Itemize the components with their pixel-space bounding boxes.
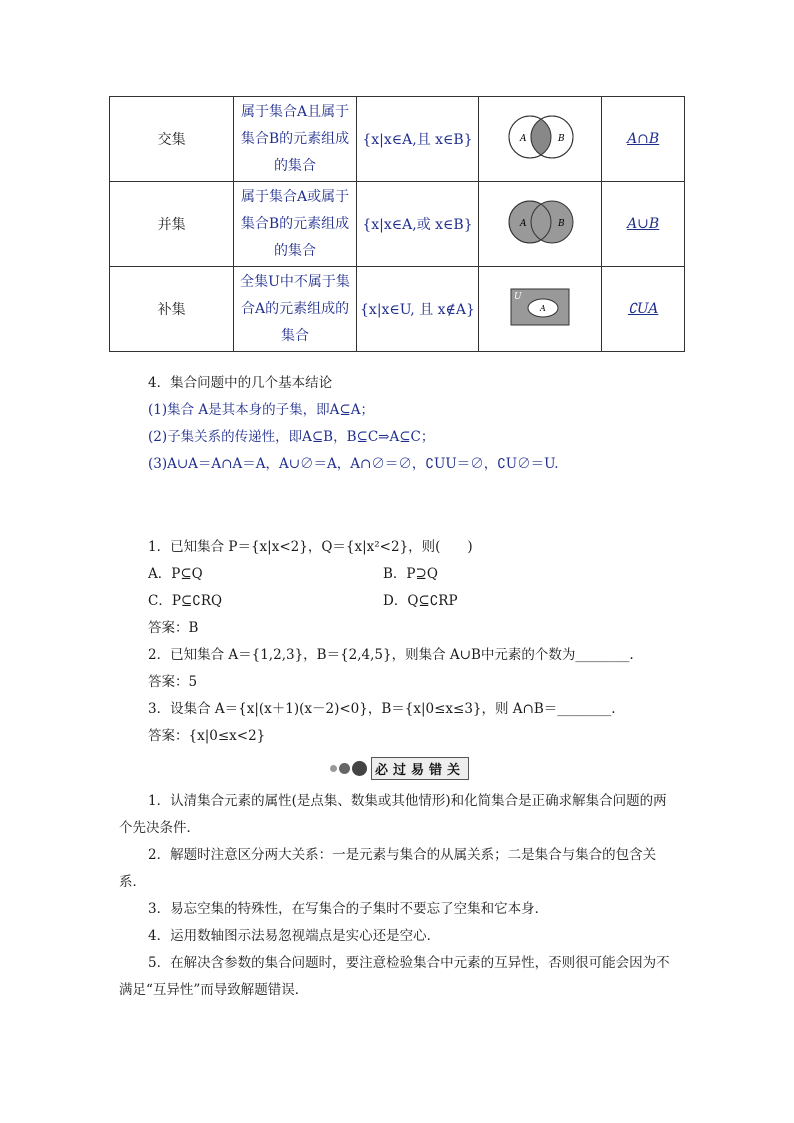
exercise-answer: 答案：{x|0≤x<2}: [148, 728, 266, 744]
exercise-question: 3．设集合 A＝{x|(x＋1)(x－2)<0}，B＝{x|0≤x≤3}，则 A∩B＝________.: [148, 701, 616, 717]
exercise-option: D．Q⊆∁RP: [383, 593, 458, 609]
operation-description: 全集U中不属于集 合A的元素组成的 集合: [234, 267, 356, 352]
venn-diagram-union: [479, 182, 602, 267]
banner-dot-icon: [339, 763, 350, 774]
pitfall-item: 2．解题时注意区分两大关系：一是元素与集合的从属关系；二是集合与集合的包含关系．: [119, 847, 657, 890]
venn-label-b: B: [558, 134, 565, 144]
set-operations-table: [109, 96, 685, 352]
venn-label-a: A: [540, 304, 547, 313]
pitfall-item: 4．运用数轴图示法易忽视端点是实心还是空心．: [148, 928, 441, 944]
operation-symbol: ∁UA: [602, 267, 685, 352]
venn-diagram-complement: [479, 267, 602, 352]
operation-name: 并集: [110, 182, 234, 267]
venn-label-a: A: [520, 134, 527, 144]
operation-symbol: A∩B: [602, 97, 685, 182]
exercise-answer: 答案：5: [148, 674, 198, 690]
pitfall-item: 3．易忘空集的特殊性，在写集合的子集时不要忘了空集和它本身．: [148, 901, 549, 917]
conclusion-item: (3)A∪A＝A∩A＝A，A∪∅＝A，A∩∅＝∅，∁UU＝∅，∁U∅＝U.: [148, 456, 559, 472]
table-row: [110, 97, 685, 182]
exercise-option: A．P⊆Q: [148, 566, 203, 582]
conclusion-item: (1)集合 A是其本身的子集，即A⊆A；: [148, 402, 374, 418]
venn-diagram-intersection: [479, 97, 602, 182]
venn-label-a: A: [520, 219, 527, 229]
banner-dot-icon: [330, 765, 337, 772]
section-banner: [330, 757, 469, 779]
exercise-option: C．P⊆∁RQ: [148, 593, 223, 609]
exercise-question: 1．已知集合 P＝{x|x<2}，Q＝{x|x²<2}，则( ): [148, 539, 473, 555]
banner-dot-icon: [352, 761, 367, 776]
operation-description: 属于集合A或属于 集合B的元素组成 的集合: [234, 182, 356, 267]
table-row: [110, 267, 685, 352]
set-builder-expression: {x|x∈A,且 x∈B}: [356, 97, 479, 182]
conclusion-item: (2)子集关系的传递性，即A⊆B，B⊆C⇒A⊆C；: [148, 429, 435, 445]
pitfall-item: 1．认清集合元素的属性(是点集、数集或其他情形)和化简集合是正确求解集合问题的两个先决条件．: [119, 793, 667, 836]
exercise-option: B．P⊇Q: [383, 566, 438, 582]
set-builder-expression: {x|x∈U, 且 x∉A}: [356, 267, 479, 352]
venn-label-b: B: [558, 219, 565, 229]
pitfall-item: 5．在解决含参数的集合问题时，要注意检验集合中元素的互异性，否则很可能会因为不满足“互异性”而导致解题错误．: [119, 955, 670, 998]
exercise-question: 2．已知集合 A＝{1,2,3}，B＝{2,4,5}，则集合 A∪B中元素的个数为________.: [148, 647, 634, 663]
operation-name: 补集: [110, 267, 234, 352]
operation-description: 属于集合A且属于 集合B的元素组成 的集合: [234, 97, 356, 182]
exercise-answer: 答案：B: [148, 620, 199, 636]
banner-title: 必过易错关: [371, 757, 469, 780]
set-builder-expression: {x|x∈A,或 x∈B}: [356, 182, 479, 267]
conclusions-heading: 4．集合问题中的几个基本结论: [148, 375, 333, 391]
table-row: [110, 182, 685, 267]
operation-name: 交集: [110, 97, 234, 182]
operation-symbol: A∪B: [602, 182, 685, 267]
venn-label-u: U: [514, 292, 522, 302]
